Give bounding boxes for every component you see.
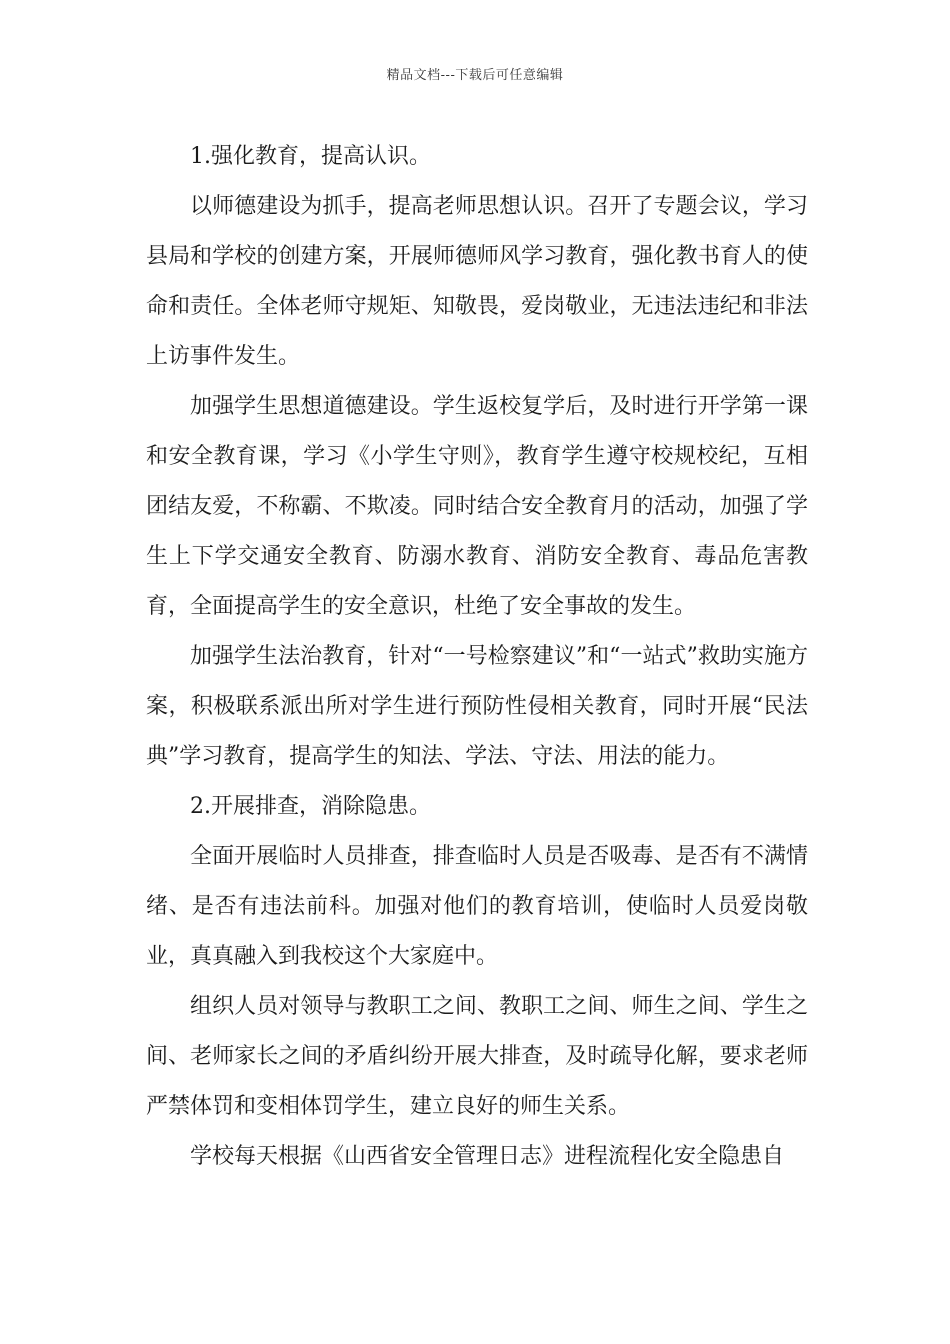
paragraph: 组织人员对领导与教职工之间、教职工之间、师生之间、学生之间、老师家长之间的矛盾纠纷开展大排查，及时疏导化解，要求老师严禁体罚和变相体罚学生，建立良好的师生关系。	[146, 994, 808, 1119]
paragraph: 加强学生思想道德建设。学生返校复学后，及时进行开学第一课和安全教育课，学习《小学生守则》，教育学生遵守校规校纪，互相团结友爱，不称霸、不欺凌。同时结合安全教育月的活动，加强了学生上下学交通安全教育、防溺水教育、消防安全教育、毒品危害教育，全面提高学生的安全意识，杜绝了安全事故的发生。	[146, 394, 808, 619]
paragraph: 加强学生法治教育，针对“一号检察建议”和“一站式”救助实施方案，积极联系派出所对学生进行预防性侵相关教育，同时开展“民法典”学习教育，提高学生的知法、学法、守法、用法的能力。	[146, 644, 808, 769]
section-heading-2: 2.开展排查，消除隐患。	[190, 794, 431, 819]
section-heading-1: 1.强化教育，提高认识。	[190, 144, 431, 169]
paragraph: 学校每天根据《山西省安全管理日志》进程流程化安全隐患自	[190, 1144, 785, 1169]
paragraph: 以师德建设为抓手，提高老师思想认识。召开了专题会议，学习县局和学校的创建方案，开展师德师风学习教育，强化教书育人的使命和责任。全体老师守规矩、知敬畏，爱岗敬业，无违法违纪和非法上访事件发生。	[146, 194, 808, 369]
document-body	[146, 132, 808, 1182]
page-header: 精品文档---下载后可任意编辑	[386, 68, 564, 83]
paragraph: 全面开展临时人员排查，排查临时人员是否吸毒、是否有不满情绪、是否有违法前科。加强对他们的教育培训，使临时人员爱岗敬业，真真融入到我校这个大家庭中。	[146, 844, 808, 969]
